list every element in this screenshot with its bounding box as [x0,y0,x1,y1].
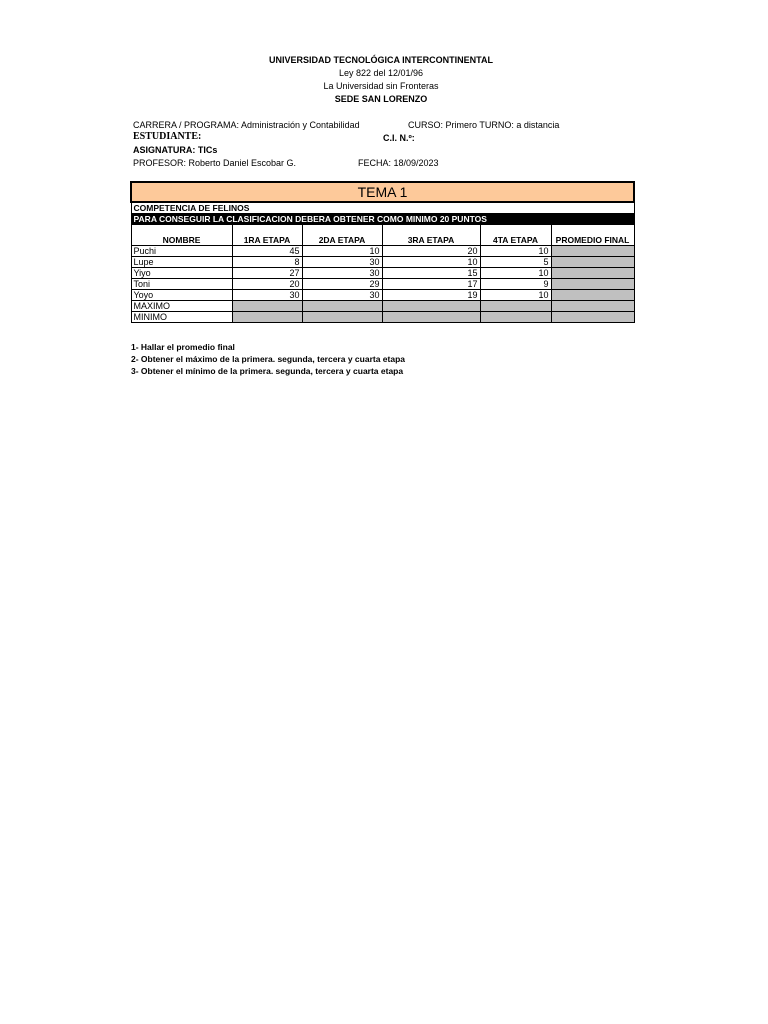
instruction-item: 2- Obtener el máximo de la primera. segunda, tercera y cuarta etapa [131,354,406,364]
header-row [131,225,634,246]
col-header-etapa3: 3RA ETAPA [382,225,480,246]
cell-min-etapa2 [302,312,382,323]
cell-etapa4: 5 [480,257,551,268]
instruction-item: 1- Hallar el promedio final [131,342,235,352]
cell-etapa2: 30 [302,290,382,301]
fecha-field: FECHA: 18/09/2023 [358,158,439,168]
cell-name: Yoyo [131,290,232,301]
table-row [131,279,634,290]
maximo-label: MAXIMO [131,301,232,312]
carrera-field: CARRERA / PROGRAMA: Administración y Contabilidad [133,120,360,130]
table-row [131,268,634,279]
curso-turno-field: CURSO: Primero TURNO: a distancia [408,120,560,130]
col-header-etapa2: 2DA ETAPA [302,225,382,246]
cell-max-etapa2 [302,301,382,312]
cell-etapa4: 10 [480,290,551,301]
cell-etapa1: 20 [232,279,302,290]
cell-etapa2: 10 [302,246,382,257]
profesor-field: PROFESOR: Roberto Daniel Escobar G. [133,158,297,168]
cell-promedio [551,290,634,301]
instructions-list [131,341,405,377]
cell-etapa3: 15 [382,268,480,279]
motto-line: La Universidad sin Fronteras [323,81,439,91]
cell-etapa3: 19 [382,290,480,301]
cell-etapa4: 9 [480,279,551,290]
cell-etapa1: 27 [232,268,302,279]
cell-etapa1: 8 [232,257,302,268]
cell-promedio [551,279,634,290]
col-header-etapa1: 1RA ETAPA [232,225,302,246]
cell-name: Toni [131,279,232,290]
cell-max-etapa4 [480,301,551,312]
col-header-etapa4: 4TA ETAPA [480,225,551,246]
cell-max-etapa3 [382,301,480,312]
cell-max-promedio [551,301,634,312]
university-name: UNIVERSIDAD TECNOLÓGICA INTERCONTINENTAL [269,55,493,65]
table-title: TEMA 1 [131,182,634,202]
cell-name: Yiyo [131,268,232,279]
minimo-label: MINIMO [131,312,232,323]
table-row [131,290,634,301]
cell-etapa1: 45 [232,246,302,257]
col-header-nombre: NOMBRE [131,225,232,246]
cell-min-etapa4 [480,312,551,323]
asignatura-field: ASIGNATURA: TICs [133,145,218,155]
cell-etapa2: 30 [302,257,382,268]
cell-etapa2: 30 [302,268,382,279]
instruction-item: 3- Obtener el mínimo de la primera. segunda, tercera y cuarta etapa [131,366,404,376]
minimo-row [131,312,634,323]
scores-table [130,181,635,323]
cell-promedio [551,257,634,268]
table-subtitle: COMPETENCIA DE FELINOS [131,202,634,214]
cell-name: Puchi [131,246,232,257]
cell-etapa4: 10 [480,268,551,279]
cell-etapa3: 10 [382,257,480,268]
cell-min-etapa1 [232,312,302,323]
estudiante-label: ESTUDIANTE: [133,131,202,142]
cell-etapa3: 20 [382,246,480,257]
table-row [131,246,634,257]
col-header-promedio: PROMEDIO FINAL [551,225,634,246]
cell-max-etapa1 [232,301,302,312]
cell-min-etapa3 [382,312,480,323]
cell-name: Lupe [131,257,232,268]
cell-promedio [551,268,634,279]
cell-etapa2: 29 [302,279,382,290]
cell-etapa4: 10 [480,246,551,257]
cell-min-promedio [551,312,634,323]
ci-label: C.I. N.º: [383,133,415,143]
cell-etapa1: 30 [232,290,302,301]
campus-line: SEDE SAN LORENZO [334,94,428,104]
condition-banner: PARA CONSEGUIR LA CLASIFICACION DEBERA OBTENER COMO MINIMO 20 PUNTOS [131,214,634,225]
maximo-row [131,301,634,312]
cell-etapa3: 17 [382,279,480,290]
table-row [131,257,634,268]
cell-promedio [551,246,634,257]
law-line: Ley 822 del 12/01/96 [338,68,424,78]
